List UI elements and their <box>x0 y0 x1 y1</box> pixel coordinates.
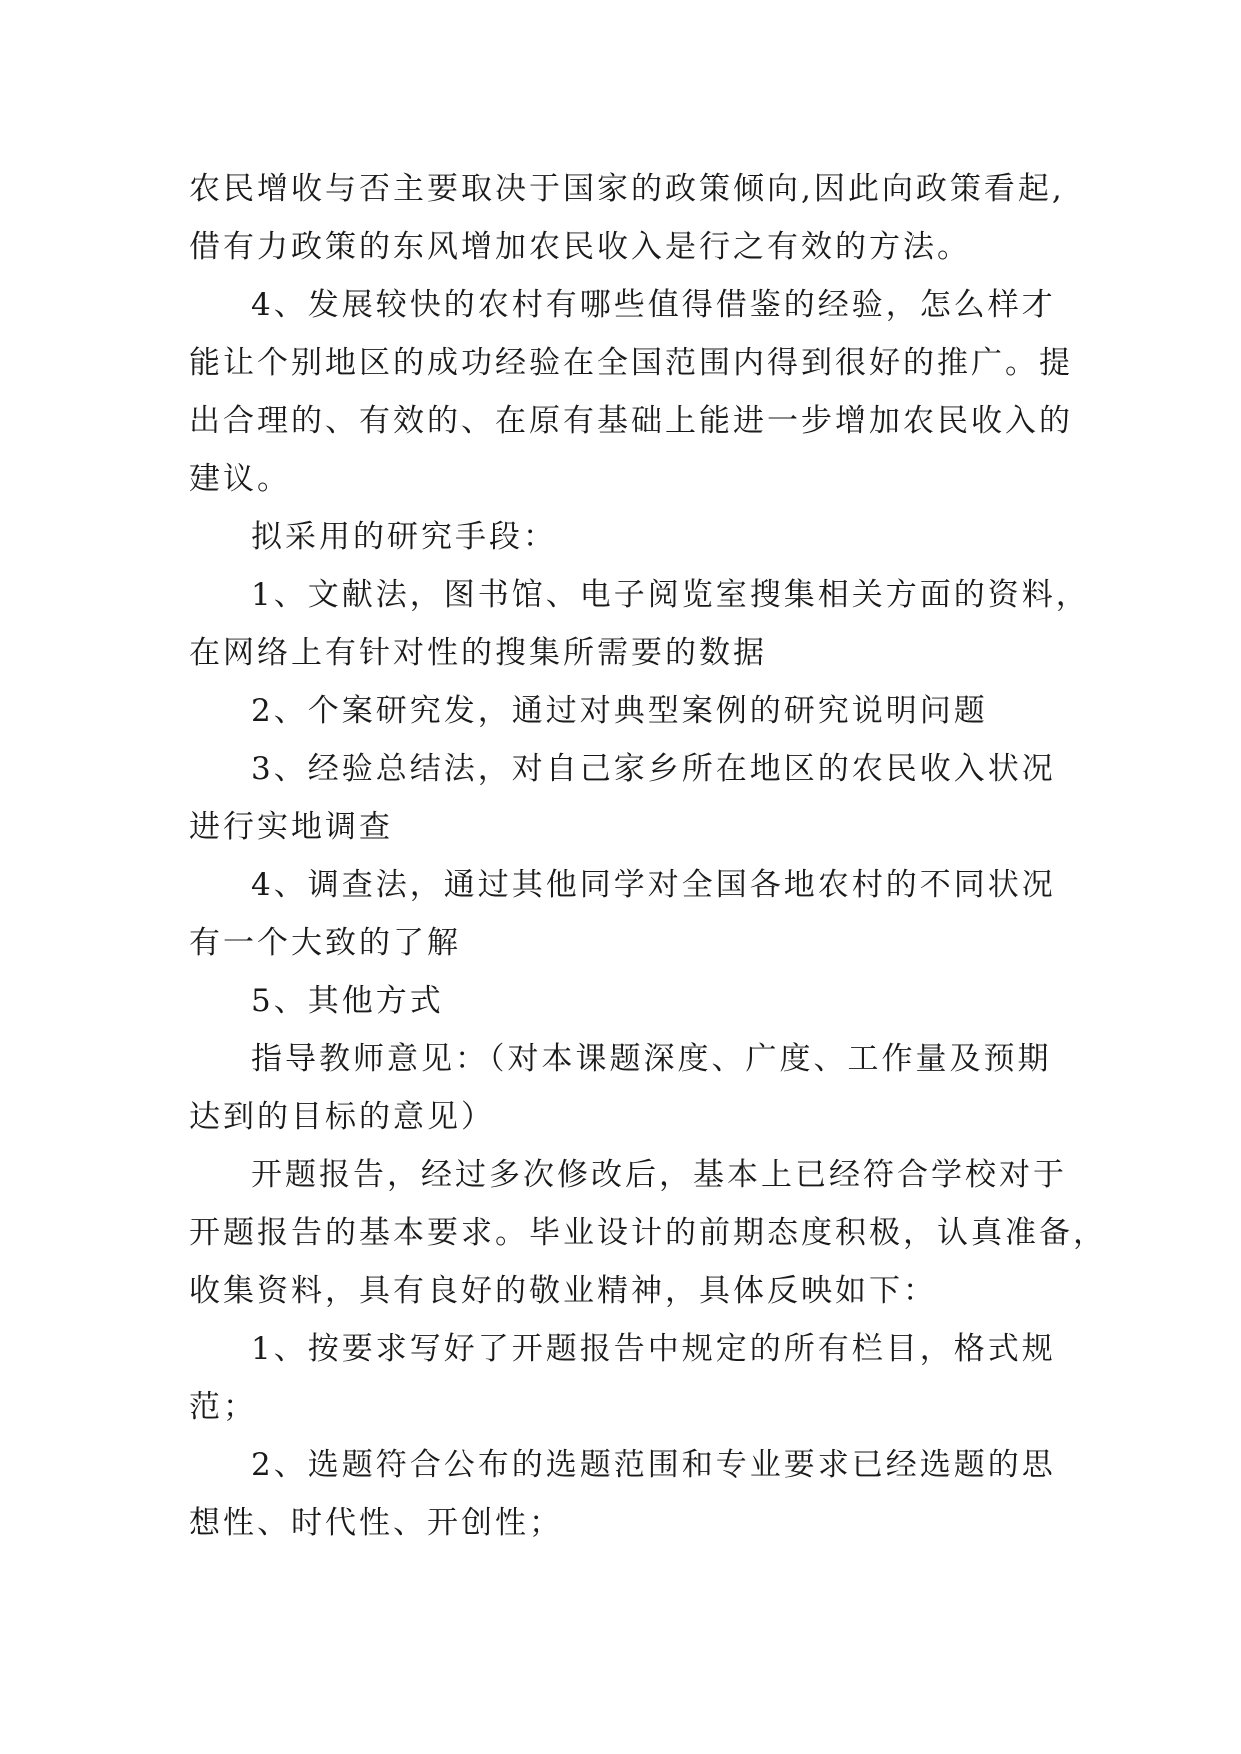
text-line: 3、经验总结法，对自己家乡所在地区的农民收入状况 <box>251 751 1056 787</box>
text-line: 出合理的、有效的、在原有基础上能进一步增加农民收入的 <box>189 403 1073 439</box>
text-line: 进行实地调查 <box>189 809 393 845</box>
text-line: 开题报告，经过多次修改后，基本上已经符合学校对于 <box>251 1157 1067 1193</box>
text-line: 建议。 <box>189 461 291 497</box>
text-line: 5、其他方式 <box>251 983 444 1019</box>
text-line: 在网络上有针对性的搜集所需要的数据 <box>189 635 767 671</box>
text-line: 农民增收与否主要取决于国家的政策倾向,因此向政策看起, <box>189 171 1065 207</box>
document-body <box>189 160 1107 1552</box>
text-line: 2、选题符合公布的选题范围和专业要求已经选题的思 <box>251 1447 1056 1483</box>
text-line: 1、文献法，图书馆、电子阅览室搜集相关方面的资料， <box>251 577 1090 613</box>
text-line: 拟采用的研究手段： <box>251 519 557 555</box>
text-line: 达到的目标的意见） <box>189 1099 495 1135</box>
text-line: 能让个别地区的成功经验在全国范围内得到很好的推广。提 <box>189 345 1073 381</box>
text-line: 4、调查法，通过其他同学对全国各地农村的不同状况 <box>251 867 1056 903</box>
text-line: 开题报告的基本要求。毕业设计的前期态度积极，认真准备， <box>189 1215 1107 1251</box>
text-line: 收集资料，具有良好的敬业精神，具体反映如下： <box>189 1273 937 1309</box>
text-line: 想性、时代性、开创性； <box>189 1505 563 1541</box>
text-line: 指导教师意见：（对本课题深度、广度、工作量及预期 <box>251 1041 1052 1077</box>
text-line: 1、按要求写好了开题报告中规定的所有栏目，格式规 <box>251 1331 1056 1367</box>
text-line: 范； <box>189 1389 257 1425</box>
text-line: 4、发展较快的农村有哪些值得借鉴的经验，怎么样才 <box>251 287 1056 323</box>
text-line: 借有力政策的东风增加农民收入是行之有效的方法。 <box>189 229 971 265</box>
text-line: 有一个大致的了解 <box>189 925 461 961</box>
text-line: 2、个案研究发，通过对典型案例的研究说明问题 <box>251 693 988 729</box>
